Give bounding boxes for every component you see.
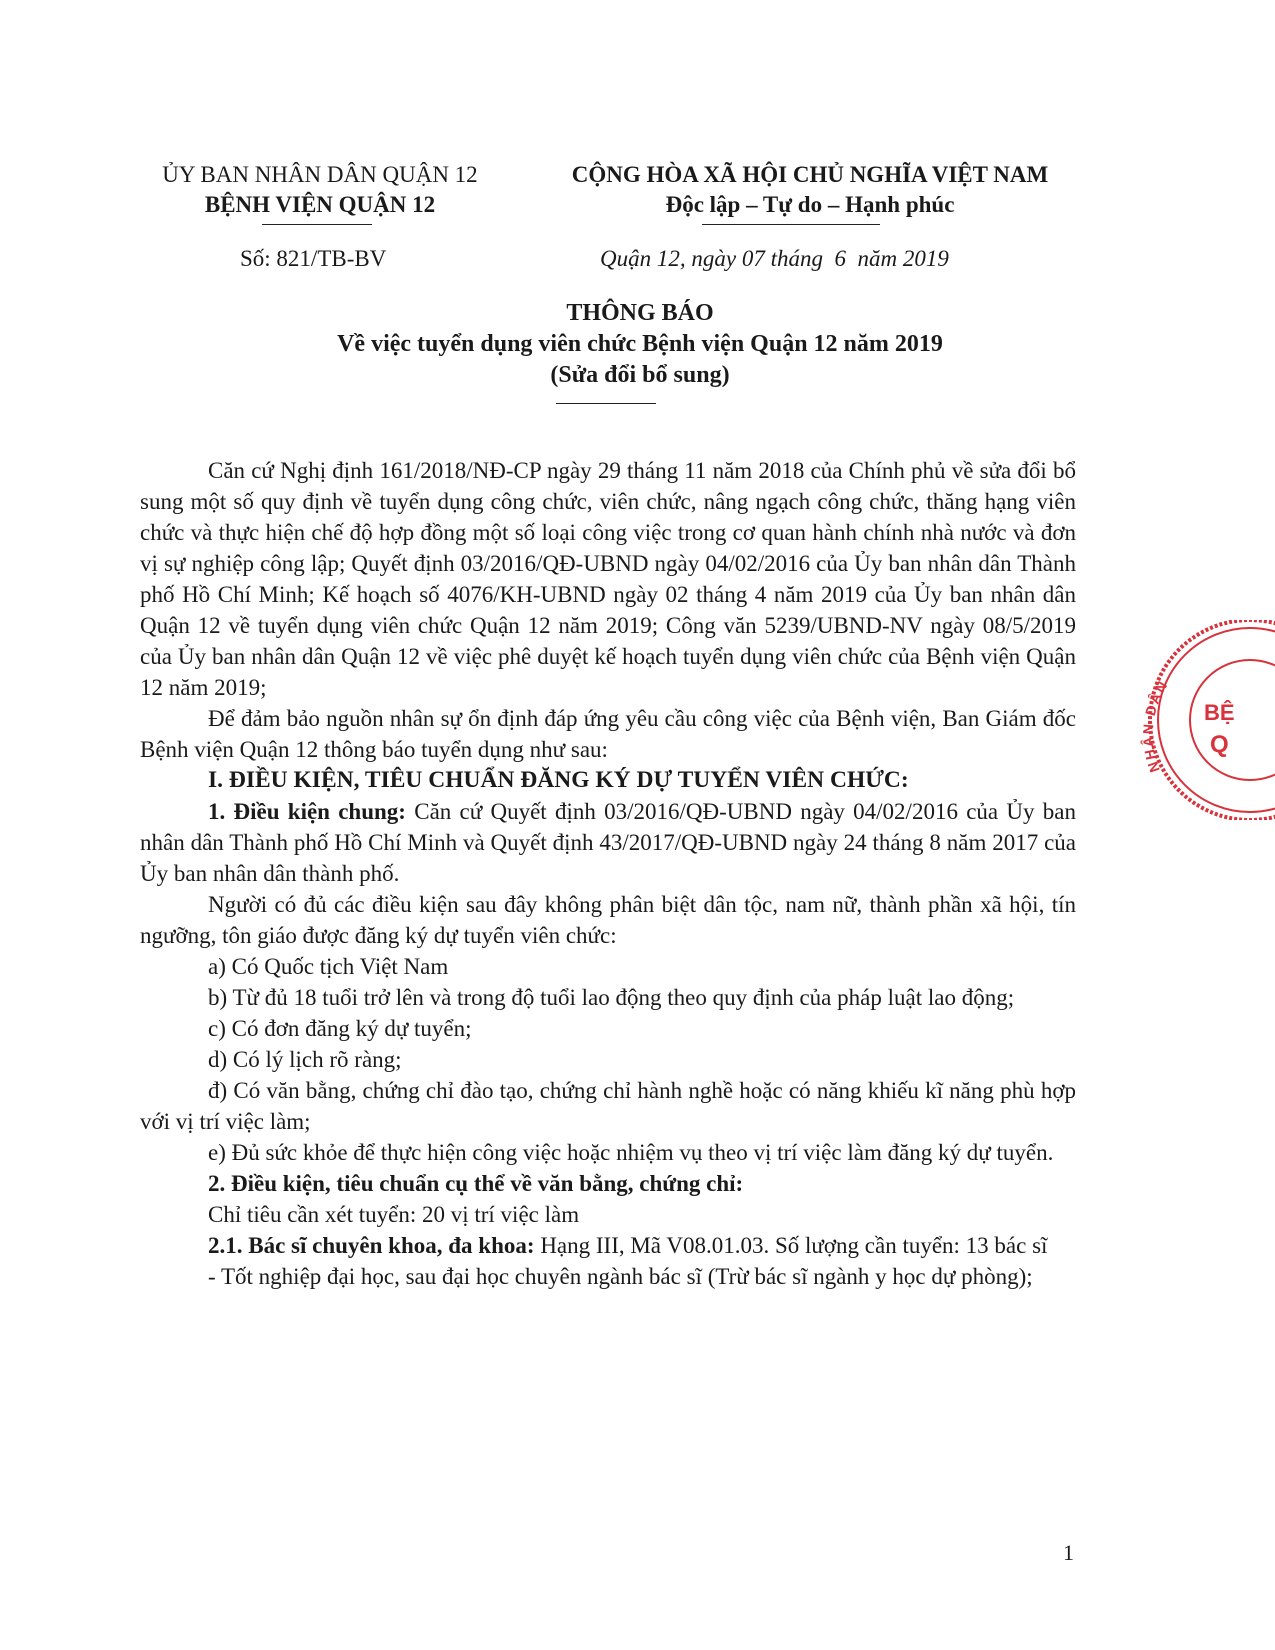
condition-item-e: e) Đủ sức khỏe để thực hiện công việc hoặc nhiệm vụ theo vị trí việc làm đăng ký dự tuyển. [208, 1140, 1054, 1165]
condition-item-d: d) Có lý lịch rõ ràng; [208, 1047, 402, 1072]
title-underline [556, 403, 656, 404]
issuer-authority: ỦY BAN NHÂN DÂN QUẬN 12 [162, 162, 478, 187]
red-seal-stamp [1120, 620, 1275, 820]
document-number: Số: 821/TB-BV [240, 246, 387, 271]
national-title: CỘNG HÒA XÃ HỘI CHỦ NGHĨA VIỆT NAM [571, 162, 1049, 187]
purpose-paragraph: Để đảm bảo nguồn nhân sự ổn định đáp ứng yêu cầu công việc của Bệnh viện, Ban Giám đốc Bệnh viện Quận 12 thông báo tuyển dụng như sau: [140, 706, 1076, 762]
seal-graphic [1120, 620, 1275, 820]
eligibility-paragraph: Người có đủ các điều kiện sau đây không phân biệt dân tộc, nam nữ, thành phần xã hội, tín ngưỡng, tôn giáo được đăng ký dự tuyển viên chức: [140, 892, 1076, 948]
condition-item-c: c) Có đơn đăng ký dự tuyển; [208, 1016, 472, 1041]
condition-item-b: b) Từ đủ 18 tuổi trở lên và trong độ tuổi lao động theo quy định của pháp luật lao động; [208, 985, 1015, 1010]
doctor-requirement-bullet: - Tốt nghiệp đại học, sau đại học chuyên ngành bác sĩ (Trừ bác sĩ ngành y học dự phòng); [208, 1264, 1033, 1289]
quota-line: Chỉ tiêu cần xét tuyển: 20 vị trí việc làm [208, 1202, 580, 1227]
motto-underline [702, 224, 880, 225]
general-conditions-text: Căn cứ Quyết định 03/2016/QĐ-UBND ngày 04/02/2016 của Ủy ban nhân dân Thành phố Hồ Chí Minh và Quyết định 43/2017/QĐ-UBND ngày 24 tháng 8 năm 2017 của Ủy ban nhân dân thành phố. [140, 799, 1076, 886]
seal-fragment-1: BỆ [1204, 700, 1235, 725]
section-heading-1: I. ĐIỀU KIỆN, TIÊU CHUẨN ĐĂNG KÝ DỰ TUYỂN VIÊN CHỨC: [208, 767, 909, 793]
title-subject: Về việc tuyển dụng viên chức Bệnh viện Quận 12 năm 2019 [337, 331, 943, 357]
issuer-block [140, 160, 500, 220]
doctor-position-paragraph [140, 1230, 1076, 1261]
seal-ring-text: NHÂN DÂN [1139, 676, 1172, 775]
legal-basis-paragraph: Căn cứ Nghị định 161/2018/NĐ-CP ngày 29 tháng 11 năm 2018 của Chính phủ về sửa đổi bổ sung một số quy định về tuyển dụng công chức, viên chức, nâng ngạch công chức, thăng hạng viên chức và thực hiện chế độ hợp đồng một số loại công việc trong cơ quan hành chính nhà nước và đơn vị sự nghiệp công lập; Quyết định 03/2016/QĐ-UBND ngày 04/02/2016 của Ủy ban nhân dân Thành phố Hồ Chí Minh; Kế hoạch số 4076/KH-UBND ngày 02 tháng 4 năm 2019 của Ủy ban nhân dân Quận 12 về tuyển dụng viên chức Quận 12 năm 2019; Công văn 5239/UBND-NV ngày 08/5/2019 của Ủy ban nhân dân Quận 12 về việc phê duyệt kế hoạch tuyển dụng viên chức của Bệnh viện Quận 12 năm 2019; [140, 458, 1076, 700]
document-date: Quận 12, ngày 07 tháng 6 năm 2019 [600, 246, 949, 271]
seal-fragment-2: Q [1210, 731, 1229, 758]
title-amendment: (Sửa đổi bổ sung) [550, 362, 730, 388]
title-main: THÔNG BÁO [566, 300, 714, 326]
specific-conditions-heading: 2. Điều kiện, tiêu chuẩn cụ thể về văn bằng, chứng chỉ: [208, 1171, 744, 1196]
issuer-name: BỆNH VIỆN QUẬN 12 [204, 192, 436, 217]
document-body [140, 455, 1076, 1292]
national-motto: Độc lập – Tự do – Hạnh phúc [665, 192, 955, 217]
national-motto-block [530, 160, 1090, 220]
issuer-underline [262, 224, 372, 225]
page-number: 1 [1063, 1540, 1074, 1565]
doctor-position-text: Hạng III, Mã V08.01.03. Số lượng cần tuyển: 13 bác sĩ [534, 1233, 1048, 1258]
condition-item-a: a) Có Quốc tịch Việt Nam [208, 954, 449, 979]
general-conditions-paragraph [140, 796, 1076, 889]
condition-item-dd: đ) Có văn bằng, chứng chỉ đào tạo, chứng chỉ hành nghề hoặc có năng khiếu kĩ năng phù hợp với vị trí việc làm; [140, 1078, 1076, 1134]
general-conditions-label: 1. Điều kiện chung: [208, 799, 406, 824]
document-title [140, 298, 1140, 391]
doctor-position-label: 2.1. Bác sĩ chuyên khoa, đa khoa: [208, 1233, 535, 1258]
